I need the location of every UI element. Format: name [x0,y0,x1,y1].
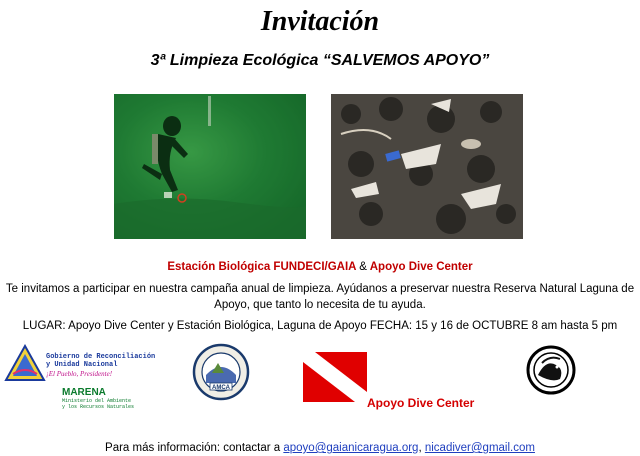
marena-subtitle-line-1: Ministerio del Ambiente [62,398,132,404]
diver-photo [114,94,306,239]
email-separator: , [418,442,422,454]
government-name-line-2: y Unidad Nacional [46,361,118,369]
station-name: Estación Biológica FUNDECI/GAIA [167,261,357,273]
invitation-text [0,281,640,313]
trash-on-shore-photo [331,94,523,239]
contact-prefix: Para más información: contactar a [105,442,281,454]
ampersand: & [359,261,367,273]
organizers-line [0,259,640,275]
invitation-line-1: Te invitamos a participar en nuestra campaña anual de limpieza. Ayúdanos a preservar nuestra Reserva Natural Laguna de [5,283,635,295]
page-title: Invitación [260,6,380,37]
dive-center-logo-text: Apoyo Dive Center [367,396,475,410]
dive-flag-icon [303,352,367,407]
invitation-line-2: Apoyo, que tanto lo necesita de tu ayuda. [214,299,426,311]
amca-seal-logo [192,343,250,406]
email-link-apoyo[interactable]: apoyo@gaianicaragua.org [283,442,419,454]
marena-subtitle-line-2: y los Recursos Naturales [62,404,135,410]
location-date-line: LUGAR: Apoyo Dive Center y Estación Biológica, Laguna de Apoyo FECHA: 15 y 16 de OCTUBRE 8 am hasta 5 pm [22,320,618,332]
circular-emblem-logo [526,345,576,400]
dive-center-name: Apoyo Dive Center [369,261,473,273]
government-triangle-logo [4,344,46,389]
marena-title: MARENA [62,387,106,398]
contact-line [0,440,640,456]
amca-seal-text: AMCA [212,385,230,391]
event-subtitle: 3ª Limpieza Ecológica “SALVEMOS APOYO” [150,52,490,69]
government-slogan: ¡El Pueblo, Presidente! [46,370,113,378]
government-name-line-1: Gobierno de Reconciliación [46,353,156,361]
marena-subtitle [62,398,172,410]
email-link-nicadiver[interactable]: nicadiver@gmail.com [424,442,535,454]
government-name [46,353,166,369]
